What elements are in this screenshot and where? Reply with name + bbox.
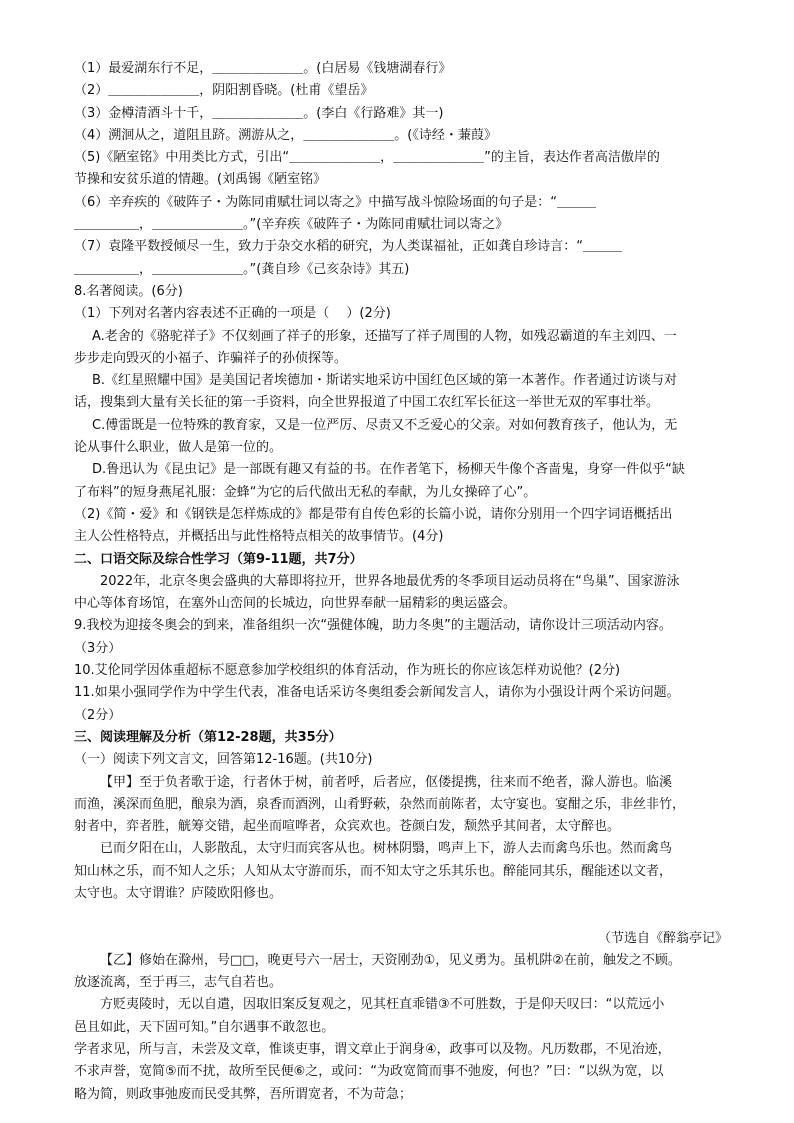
text-line: D.鲁迅认为《昆虫记》是一部既有趣又有益的书。在作者笔下，杨柳天牛像个吝啬鬼，身穿一件似乎“缺 xyxy=(92,462,685,478)
text-line: 【甲】至于负者歌于途，行者休于树，前者呼，后者应，伛偻提携，往来而不绝者，滁人游也。临溪 xyxy=(100,774,673,790)
text-line: 了布料”的短身燕尾礼服：金蜂“为它的后代做出无私的奉献，为儿女操碎了心”。 xyxy=(74,484,537,500)
text-line xyxy=(74,905,734,927)
document-page xyxy=(74,58,734,1106)
text-line: 11.如果小强同学作为中学生代表，准备电话采访冬奥组委会新闻发言人，请你为小强设计两个采访问题。 xyxy=(74,685,680,701)
text-line: （7）袁隆平数授倾尽一生，致力于杂交水稻的研究，为人类谋福祉，正如龚自珍诗言：“＿＿＿ xyxy=(74,239,623,255)
text-line: ＿＿＿＿＿，＿＿＿＿＿＿＿。”(龚自珍《己亥杂诗》其五) xyxy=(74,261,410,277)
text-line: 邑且如此，天下固可知。”自尔遇事不敢忽也。 xyxy=(74,1019,335,1035)
text-line: （2）＿＿＿＿＿＿＿，阴阳割昏晓。(杜甫《望岳》 xyxy=(74,83,374,99)
text-line: 2022年，北京冬奥会盛典的大幕即将拉开，世界各地最优秀的冬季项目运动员将在“鸟巢”、国家游泳 xyxy=(100,573,680,589)
text-line: （1）最爱湖东行不足，＿＿＿＿＿＿＿。(白居易《钱塘湖春行》 xyxy=(74,61,452,76)
text-line: 9.我校为迎接冬奥会的到来，准备组织一次“强健体魄，助力冬奥”的主题活动，请你设计三项活动内容。 xyxy=(74,618,672,634)
text-line: （4）溯洄从之，道阻且跻。溯游从之，＿＿＿＿＿＿＿。(《诗经・蒹葭》 xyxy=(74,127,497,143)
text-line: 话，搜集到大量有关长征的第一手资料，向全世界报道了中国工农红军长征这一举世无双的军事壮举。 xyxy=(74,395,660,411)
text-line: 方贬夷陵时，无以自遣，因取旧案反复观之，见其枉直乖错③不可胜数，于是仰天叹曰：“以荒远小 xyxy=(100,997,665,1013)
text-line: 三、阅读理解及分析（第12-28题，共35分） xyxy=(74,729,342,745)
text-line: C.傅雷既是一位特殊的教育家，又是一位严厉、尽责又不乏爱心的父亲。对如何教育孩子，他认为，无 xyxy=(92,417,678,433)
text-line: 二、口语交际及综合性学习（第9-11题，共7分） xyxy=(74,551,363,567)
text-line: B.《红星照耀中国》是美国记者埃德加・斯诺实地采访中国红色区域的第一本著作。作者通过访谈与对 xyxy=(92,373,678,389)
text-line: （2)《简・爱》和《钢铁是怎样炼成的》都是带有自传色彩的长篇小说，请你分别用一个四字词语概括出 xyxy=(74,506,673,522)
text-line: （3）金樽清酒斗十千，＿＿＿＿＿＿＿。(李白《行路难》其一) xyxy=(74,105,444,121)
text-line: 略为简，则政事弛废而民受其弊，吾所谓宽者，不为苛急； xyxy=(74,1086,413,1102)
text-line: 射者中，弈者胜，觥筹交错，起坐而喧哗者，众宾欢也。苍颜白发，颓然乎其间者，太守醉也。 xyxy=(74,819,621,835)
text-line: 论从事什么职业，做人是第一位的。 xyxy=(74,440,283,456)
text-line: （节选自《醉翁亭记》 xyxy=(597,930,728,946)
text-line: 10.艾伦同学因体重超标不愿意参加学校组织的体育活动，作为班长的你应该怎样劝说他？(2分) xyxy=(74,663,621,679)
text-line: 不求声誉，宽简⑤而不扰，故所至民便⑥之，或问：“为政宽简而事不弛废，何也？”曰：“以纵为宽，以 xyxy=(74,1064,664,1080)
text-line: （1）下列对名著内容表述不正确的一项是（ ）(2分) xyxy=(74,306,391,322)
text-line: 【乙】修始在滁州，号□□，晚更号六一居士，天资刚劲①，见义勇为。虽机阱②在前，触发之不顾。 xyxy=(100,952,681,968)
text-line: 已而夕阳在山，人影散乱，太守归而宾客从也。树林阴翳，鸣声上下，游人去而禽鸟乐也。然而禽鸟 xyxy=(100,841,673,857)
text-line: 而渔，溪深而鱼肥，酿泉为酒，泉香而酒洌，山肴野蔌，杂然而前陈者，太守宴也。宴酣之乐，非丝非竹， xyxy=(74,796,686,812)
text-line: 放逐流离，至于再三，志气自若也。 xyxy=(74,975,283,991)
text-line: 主人公性格特点，并概括出与此性格特点相关的故事情节。(4分) xyxy=(74,529,444,545)
text-line: （一）阅读下列文言文，回答第12-16题。(共10分) xyxy=(74,752,373,768)
text-line: （3分） xyxy=(74,640,122,656)
text-line: （2分） xyxy=(74,707,122,723)
text-line: A.老舍的《骆驼祥子》不仅刻画了祥子的形象，还描写了祥子周围的人物，如残忍霸道的车主刘四、一 xyxy=(92,328,677,344)
text-line: 中心等体育场馆，在塞外山峦间的长城边，向世界奉献一届精彩的奥运盛会。 xyxy=(74,596,517,612)
text-line: （5)《陋室铭》中用类比方式，引出“＿＿＿＿＿＿＿，＿＿＿＿＿＿＿”的主旨，表达作者高洁傲岸的 xyxy=(74,150,660,166)
text-line: 知山林之乐，而不知人之乐；人知从太守游而乐，而不知太守之乐其乐也。醉能同其乐，醒能述以文者， xyxy=(74,863,673,879)
text-line: 太守也。太守谓谁？庐陵欧阳修也。 xyxy=(74,885,283,901)
text-line: ＿＿＿＿＿，＿＿＿＿＿＿＿。”(辛弃疾《破阵子・为陈同甫赋壮词以寄之》 xyxy=(74,217,509,233)
text-line: （6）辛弃疾的《破阵子・为陈同甫赋壮词以寄之》中描写战斗惊险场面的句子是：“＿＿＿ xyxy=(74,194,597,210)
text-line: 8.名著阅读。(6分) xyxy=(74,283,183,299)
text-line: 学者求见，所与言，未尝及文章，惟谈吏事，谓文章止于润身④，政事可以及物。凡历数郡，不见治迹， xyxy=(74,1042,671,1058)
text-line: 节操和安贫乐道的情趣。(刘禹锡《陋室铭》 xyxy=(74,172,327,188)
text-line: 步步走向毁灭的小福子、诈骗祥子的孙侦探等。 xyxy=(74,350,348,366)
